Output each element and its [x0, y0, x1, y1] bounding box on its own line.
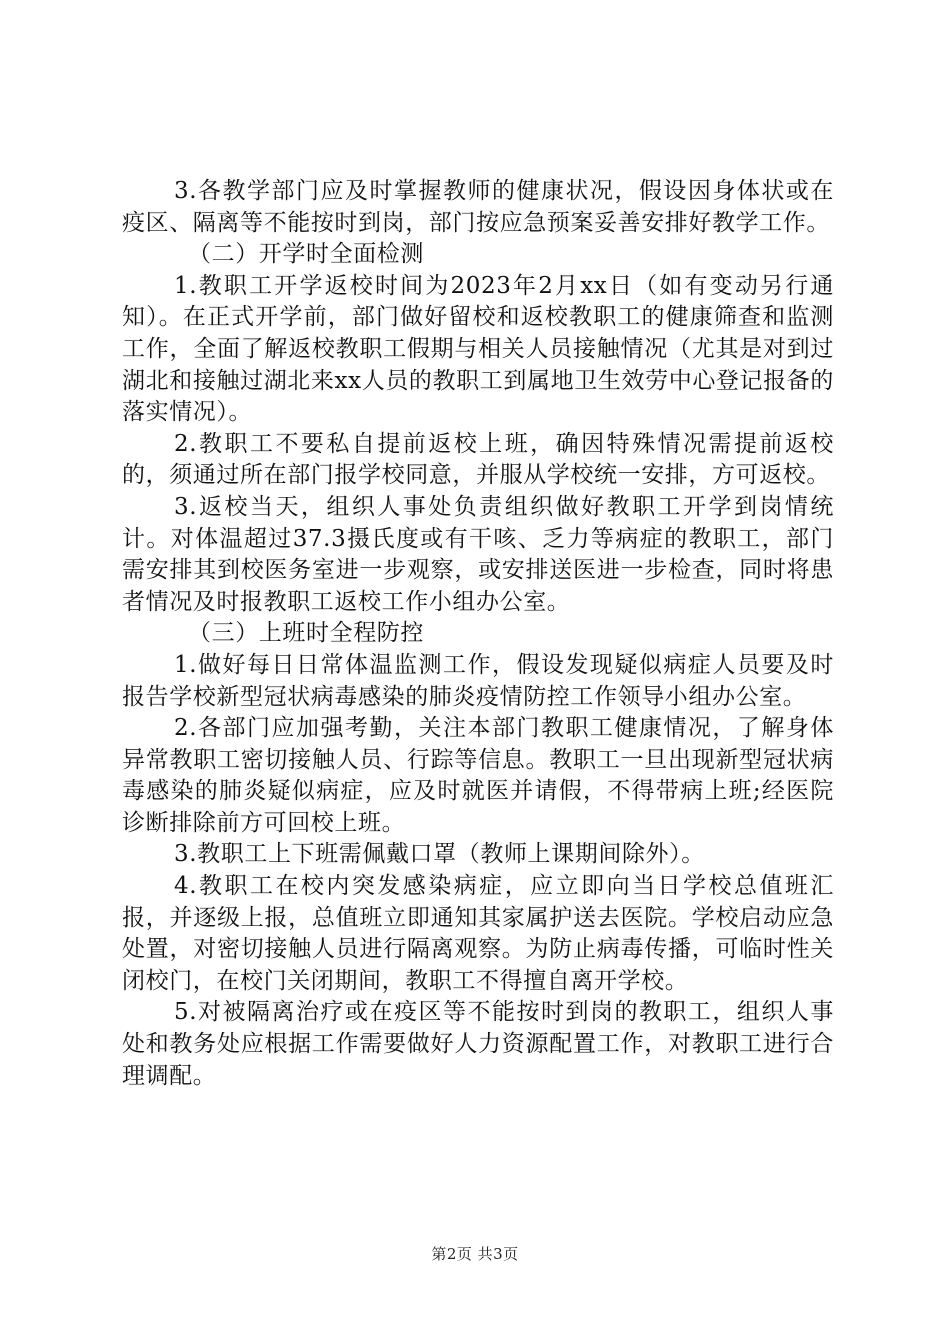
- section-heading-2: （二）开学时全面检测: [188, 241, 424, 268]
- paragraph-10: 4.教职工在校内突发感染病症，应立即向当日学校总值班汇报，并逐级上报，总值班立即通知其家属护送去医院。学校启动应急处置，对密切接触人员进行隔离观察。为防止病毒传播，可临时性关闭校门，在校门关闭期间，教职工不得擅自离开学校。: [122, 873, 834, 994]
- paragraph-8: 2.各部门应加强考勤，关注本部门教职工健康情况，了解身体异常教职工密切接触人员、行踪等信息。教职工一旦出现新型冠状病毒感染的肺炎疑似病症，应及时就医并请假，不得带病上班;经医院诊断排除前方可回校上班。: [122, 715, 834, 836]
- paragraph-1: 3.各教学部门应及时掌握教师的健康状况，假设因身体状或在疫区、隔离等不能按时到岗，部门按应急预案妥善安排好教学工作。: [122, 178, 834, 236]
- document-body: [122, 176, 834, 1092]
- paragraph-11: 5.对被隔离治疗或在疫区等不能按时到岗的教职工，组织人事处和教务处应根据工作需要做好人力资源配置工作，对教职工进行合理调配。: [122, 999, 834, 1089]
- paragraph-4: 2.教职工不要私自提前返校上班，确因特殊情况需提前返校的，须通过所在部门报学校同意，并服从学校统一安排，方可返校。: [122, 430, 834, 489]
- page-number-footer: 第2页 共3页: [431, 1245, 519, 1263]
- paragraph-9: 3.教职工上下班需佩戴口罩（教师上课期间除外）。: [174, 841, 705, 868]
- paragraph-5: 3.返校当天，组织人事处负责组织做好教职工开学到岗情统计。对体温超过37.3摄氏度或有干咳、乏力等病症的教职工，部门需安排其到校医务室进一步观察，或安排送医进一步检查，同时将患者情况及时报教职工返校工作小组办公室。: [122, 493, 834, 615]
- paragraph-3: 1.教职工开学返校时间为2023年2月xx日（如有变动另行通知）。在正式开学前，部门做好留校和返校教职工的健康筛查和监测工作，全面了解返校教职工假期与相关人员接触情况（尤其是对到过湖北和接触过湖北来xx人员的教职工到属地卫生效劳中心登记报备的落实情况）。: [122, 272, 834, 426]
- section-heading-3: （三）上班时全程防控: [188, 620, 424, 647]
- paragraph-7: 1.做好每日日常体温监测工作，假设发现疑似病症人员要及时报告学校新型冠状病毒感染的肺炎疫情防控工作领导小组办公室。: [122, 651, 834, 710]
